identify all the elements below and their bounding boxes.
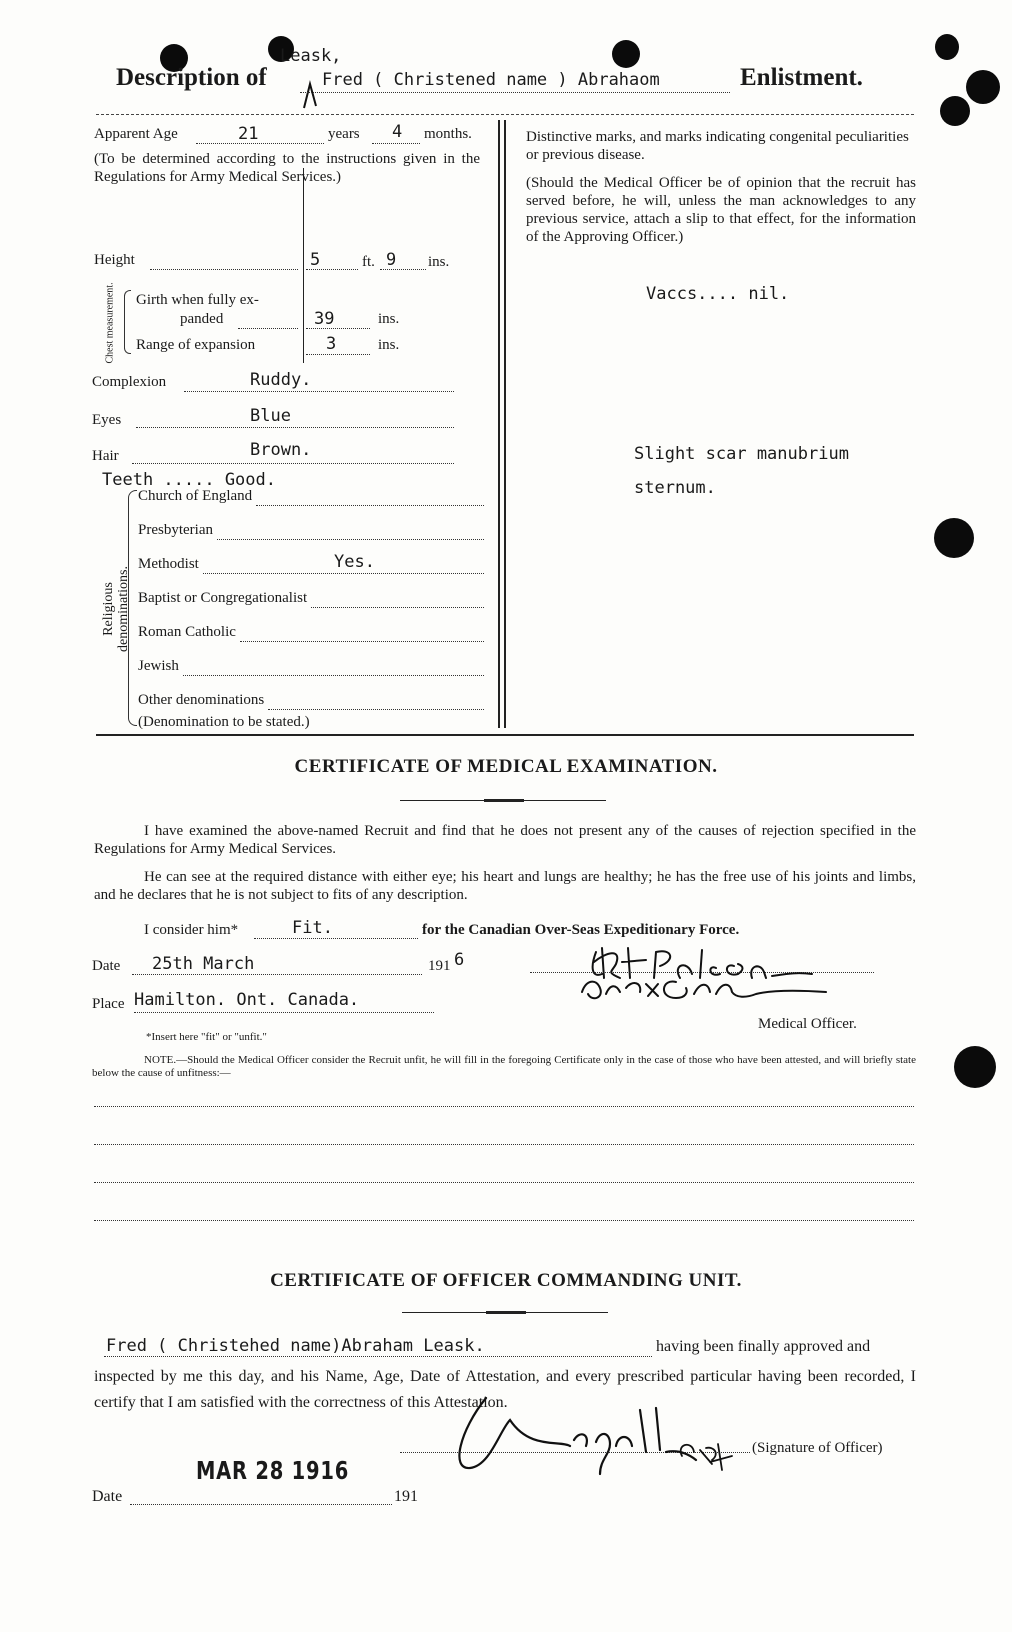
age-note: (To be determined according to the instructions given in the Regulations for Army Medical Services.) — [94, 151, 480, 185]
teeth-text: Teeth ..... Good. — [102, 470, 276, 490]
medical-officer-signature — [576, 938, 876, 1008]
eyes-label: Eyes — [92, 412, 122, 428]
medical-heading-rule-bold — [484, 799, 524, 802]
punch-hole — [966, 70, 1000, 104]
caret-mark — [300, 80, 320, 110]
scar-entry-line2: sternum. — [634, 478, 716, 498]
place-value: Hamilton. Ont. Canada. — [134, 990, 360, 1010]
height-label: Height — [94, 252, 135, 268]
age-months-line — [372, 143, 420, 144]
girth-line — [238, 328, 298, 329]
range-ins-label: ins. — [378, 337, 400, 353]
consider-prefix: I consider him* — [144, 922, 239, 938]
commanding-heading: CERTIFICATE OF OFFICER COMMANDING UNIT. — [270, 1270, 742, 1291]
complexion-line — [184, 391, 454, 392]
punch-hole — [612, 40, 640, 68]
age-years-value: 21 — [238, 124, 259, 144]
months-label: months. — [424, 126, 472, 142]
age-months-value: 4 — [392, 122, 403, 142]
height-line — [150, 269, 298, 270]
girth-ins-label: ins. — [378, 311, 400, 327]
religion-line — [256, 505, 484, 506]
religion-label-item: Presbyterian — [138, 522, 213, 538]
age-years-line — [196, 143, 324, 144]
header-title-prefix: Description of — [116, 64, 267, 91]
medical-para-2: He can see at the required distance with either eye; his heart and lungs are healthy; he has the free use of his joints and limbs, and he declares that he is not subject to fits of any description. — [94, 869, 916, 903]
signature-of-officer-label: (Signature of Officer) — [752, 1440, 883, 1456]
hair-line — [132, 463, 454, 464]
ft-label: ft. — [362, 254, 375, 270]
commanding-date-line — [130, 1504, 392, 1505]
commanding-date-label: Date — [92, 1488, 123, 1505]
table-bottom-rule — [96, 734, 914, 736]
medical-para-1: I have examined the above-named Recruit and find that he does not present any of the causes of rejection specified in the Regulations for Army Medical Services. — [94, 823, 916, 857]
religion-line — [240, 641, 484, 642]
religion-line — [183, 675, 484, 676]
religion-label-item: Jewish — [138, 658, 179, 674]
girth-value: 39 — [314, 309, 335, 329]
commanding-heading-rule-bold — [486, 1311, 526, 1314]
punch-hole — [935, 34, 959, 60]
consider-value: Fit. — [292, 918, 333, 938]
header-name-line — [300, 92, 730, 93]
religion-line — [203, 573, 484, 574]
place-line — [134, 1012, 434, 1013]
range-label: Range of expansion — [136, 337, 256, 353]
consider-line — [254, 938, 418, 939]
medical-year-prefix: 191 — [428, 958, 451, 974]
girth-label-1: Girth when fully ex- — [136, 292, 259, 308]
girth-label-2: panded — [180, 311, 224, 327]
height-in-value: 9 — [386, 250, 397, 270]
hair-value: Brown. — [250, 440, 312, 460]
chest-bracket — [124, 290, 131, 354]
religion-label: Religious denominations. — [101, 566, 131, 652]
unfit-note: NOTE.—Should the Medical Officer consider the Recruit unfit, he will fill in the foregoing Certificate only in the case of those who have been attested, and will briefly state below the cause of unfitness:— — [92, 1054, 916, 1079]
unfit-line-2 — [94, 1144, 914, 1145]
column-divider — [498, 120, 500, 728]
header-rule — [96, 114, 914, 116]
commanding-line1-suffix: having been finally approved and — [656, 1338, 871, 1355]
complexion-label: Complexion — [92, 374, 167, 390]
punch-hole — [934, 518, 974, 558]
insert-note: *Insert here "fit" or "unfit." — [146, 1031, 267, 1043]
unfit-line-1 — [94, 1106, 914, 1107]
header-name-insert: Leask, — [280, 46, 342, 66]
place-label: Place — [92, 996, 125, 1012]
religion-label-item: Roman Catholic — [138, 624, 236, 640]
religion-line — [311, 607, 484, 608]
measure-divider — [303, 168, 304, 363]
medical-date-value: 25th March — [152, 954, 255, 974]
received-date-stamp: MAR 28 1916 — [196, 1456, 350, 1485]
range-value: 3 — [326, 334, 337, 354]
punch-hole — [954, 1046, 996, 1088]
chest-label: Chest measurement. — [104, 282, 116, 364]
unfit-line-4 — [94, 1220, 914, 1221]
religion-line — [268, 709, 484, 710]
medical-officer-label: Medical Officer. — [758, 1016, 857, 1032]
other-denomination-note: (Denomination to be stated.) — [138, 714, 310, 730]
marks-title: Distinctive marks, and marks indicating congenital peculiarities or previous disease. — [526, 129, 909, 163]
medical-date-label: Date — [92, 958, 121, 974]
header-name-fill: Fred ( Christened name ) Abrahaom — [322, 70, 660, 90]
religion-label-item: Baptist or Congregationalist — [138, 590, 308, 606]
eyes-value: Blue — [250, 406, 291, 426]
age-label: Apparent Age — [94, 126, 178, 142]
commanding-name-value: Fred ( Christehed name)Abraham Leask. — [106, 1336, 485, 1356]
marks-note: (Should the Medical Officer be of opinion that the recruit has served before, he will, unless the man acknowledges to any previous service, attach a slip to that effect, for the information of the Approving Officer.) — [526, 175, 916, 245]
commanding-officer-signature — [450, 1390, 760, 1490]
column-divider — [504, 120, 506, 728]
years-label: years — [328, 126, 360, 142]
religion-label-item: Church of England — [138, 488, 253, 504]
medical-heading: CERTIFICATE OF MEDICAL EXAMINATION. — [294, 756, 718, 777]
ins-label: ins. — [428, 254, 450, 270]
punch-hole — [940, 96, 970, 126]
complexion-value: Ruddy. — [250, 370, 312, 390]
commanding-year-prefix: 191 — [394, 1488, 418, 1505]
consider-suffix: for the Canadian Over-Seas Expeditionary Force. — [422, 922, 740, 938]
commanding-name-line — [104, 1356, 652, 1357]
religion-label-item: Methodist — [138, 556, 199, 572]
hair-label: Hair — [92, 448, 119, 464]
commanding-para: inspected by me this day, and his Name, Age, Date of Attestation, and every prescribed particular having been recorded, I certify that I am satisfied with the correctness of this Attestation. — [94, 1368, 916, 1411]
religion-label-item: Other denominations — [138, 692, 265, 708]
medical-year-digit: 6 — [454, 950, 465, 970]
medical-date-line — [132, 974, 422, 975]
vaccination-entry: Vaccs.... nil. — [646, 284, 790, 304]
religion-line — [217, 539, 484, 540]
range-value-line — [306, 354, 370, 355]
header-title-suffix: Enlistment. — [740, 64, 863, 91]
unfit-line-3 — [94, 1182, 914, 1183]
scar-entry-line1: Slight scar manubrium — [634, 444, 849, 464]
height-ft-value: 5 — [310, 250, 321, 270]
eyes-line — [136, 427, 454, 428]
religion-value: Yes. — [334, 552, 375, 572]
